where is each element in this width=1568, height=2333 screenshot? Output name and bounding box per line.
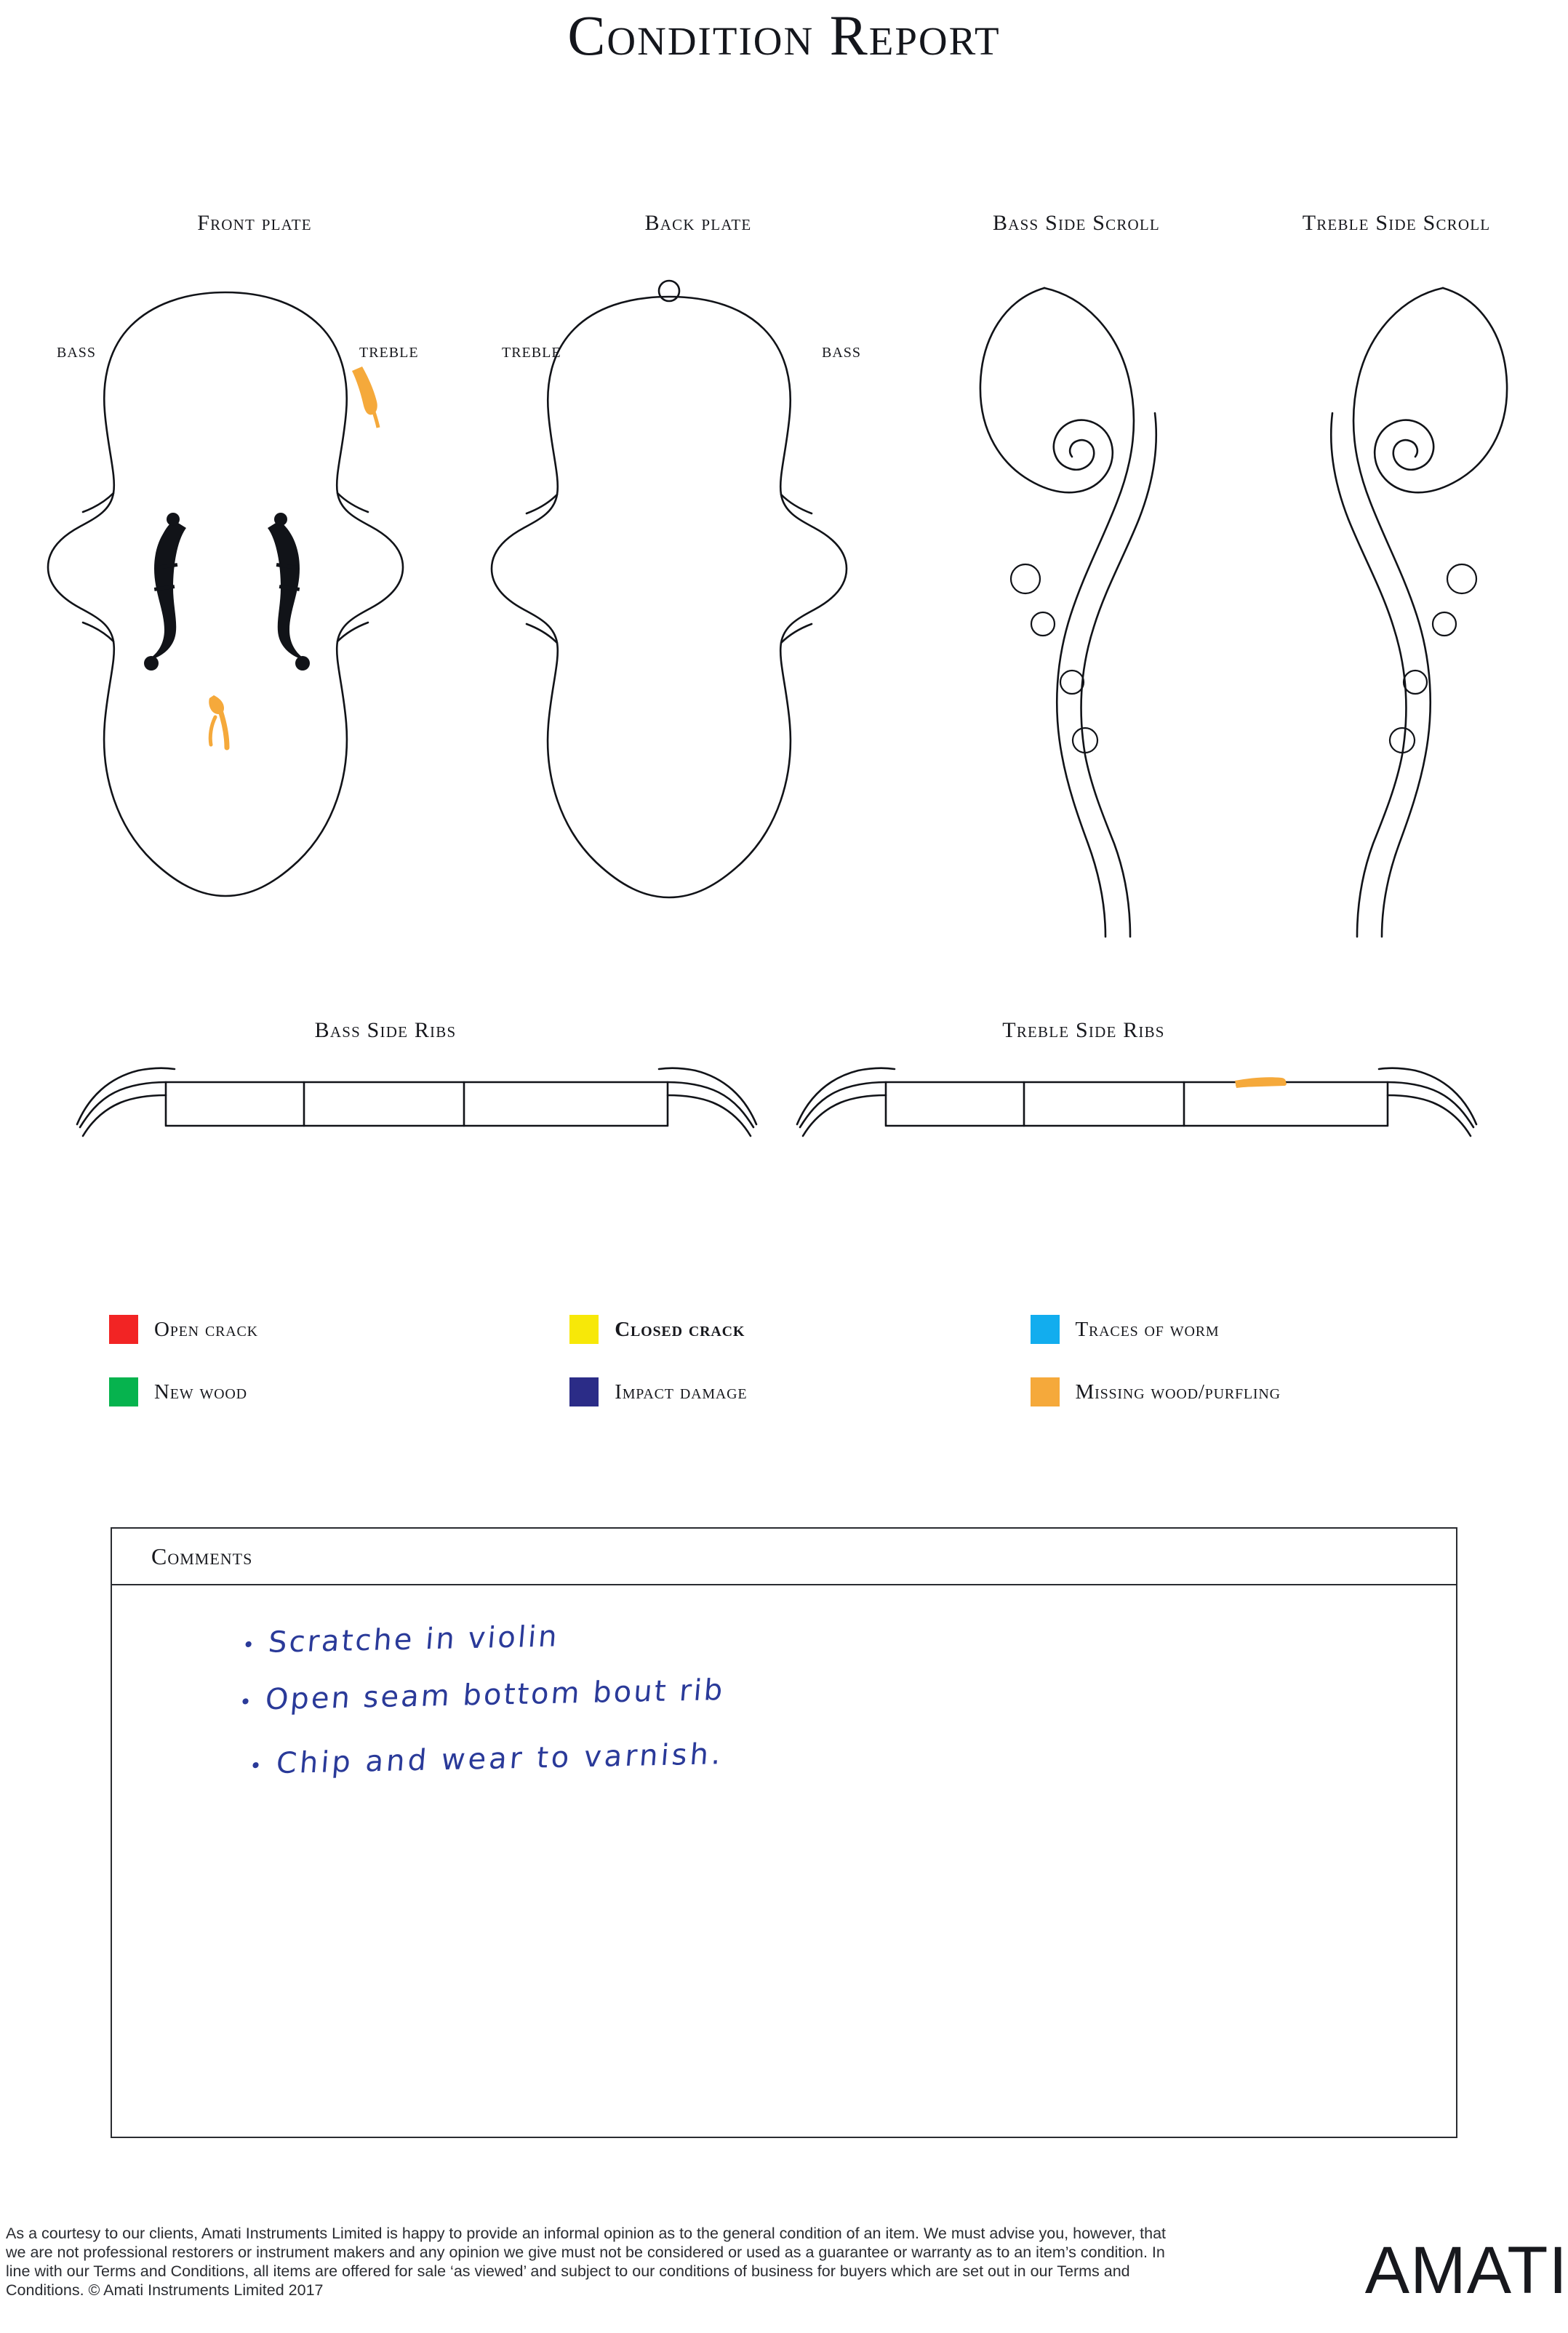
caption-bass-side-ribs: Bass Side Ribs <box>314 1018 457 1042</box>
caption-bass-side-scroll: Bass Side Scroll <box>993 211 1160 235</box>
footer-disclaimer: As a courtesy to our clients, Amati Instruments Limited is happy to provide an informal opinion as to the general condition of an item. We must advise you, however, that we are not professional restorers or instrument makers and any opinion we give must not be considered or used as a guarantee or warranty as to an item’s condition. In line with our Terms and Conditions, all items are offered for sale ‘as viewed’ and subject to our conditions of business for buyers which are set out in our Terms and Conditions. © Amati Instruments Limited 2017 <box>6 2225 1167 2299</box>
legend-item-new-wood <box>109 1377 569 1406</box>
legend-label-open-crack: Open crack <box>154 1317 258 1341</box>
bass-side-scroll-diagram <box>975 275 1207 951</box>
treble-side-ribs-diagram <box>793 1046 1491 1148</box>
comments-box <box>111 1527 1457 2138</box>
legend-swatch-traces-of-worm <box>1031 1315 1060 1344</box>
damage-mark-front-lower-bass <box>209 695 227 748</box>
legend-swatch-open-crack <box>109 1315 138 1344</box>
comments-title: Comments <box>151 1542 253 1569</box>
legend-item-impact-damage <box>569 1377 1030 1406</box>
front-plate-diagram <box>29 275 422 944</box>
legend-label-impact-damage: Impact damage <box>615 1380 748 1404</box>
legend-label-new-wood: New wood <box>154 1380 247 1404</box>
front-plate-label-treble: TREBLE <box>359 345 419 361</box>
legend-item-closed-crack <box>569 1315 1030 1344</box>
comments-body[interactable] <box>112 1585 1456 2137</box>
legend-swatch-impact-damage <box>569 1377 599 1406</box>
comment-line-1 <box>241 1620 561 1660</box>
comment-text-1: Scratche in violin <box>267 1620 561 1660</box>
footer <box>0 2224 1568 2333</box>
treble-side-scroll-diagram <box>1280 275 1513 951</box>
legend-item-missing-wood <box>1031 1377 1491 1406</box>
comment-text-3: Chip and wear to varnish. <box>275 1737 725 1781</box>
amati-logo: AMATI <box>1364 2233 1568 2308</box>
caption-back-plate: Back plate <box>644 211 752 235</box>
legend-label-missing-wood: Missing wood/purfling <box>1075 1380 1281 1404</box>
comment-bullet-1: • <box>241 1632 258 1657</box>
legend-swatch-missing-wood <box>1031 1377 1060 1406</box>
back-plate-label-bass: BASS <box>822 345 862 361</box>
damage-mark-treble-ribs <box>1235 1077 1286 1088</box>
legend-item-traces-of-worm <box>1031 1315 1491 1344</box>
legend-swatch-new-wood <box>109 1377 138 1406</box>
front-plate-label-bass: BASS <box>57 345 97 361</box>
comment-line-3 <box>248 1737 724 1781</box>
back-plate-label-treble: TREBLE <box>502 345 561 361</box>
legend-row-1 <box>109 1315 1491 1344</box>
legend-label-traces-of-worm: Traces of worm <box>1075 1317 1220 1341</box>
comments-header <box>112 1529 1456 1585</box>
damage-legend <box>109 1315 1491 1440</box>
comment-text-2: Open seam bottom bout rib <box>263 1673 727 1717</box>
back-plate-diagram <box>473 275 865 944</box>
diagram-area <box>0 6 1568 1042</box>
comment-bullet-3: • <box>248 1753 266 1778</box>
bass-side-ribs-diagram <box>73 1046 771 1148</box>
caption-treble-side-ribs: Treble Side Ribs <box>1002 1018 1165 1042</box>
legend-item-open-crack <box>109 1315 569 1344</box>
legend-label-closed-crack: Closed crack <box>615 1317 745 1341</box>
comment-bullet-2: • <box>238 1689 255 1714</box>
comment-line-2 <box>238 1673 726 1717</box>
legend-swatch-closed-crack <box>569 1315 599 1344</box>
page-title: Condition Report <box>567 4 1001 67</box>
caption-front-plate: Front plate <box>197 211 312 235</box>
legend-row-2 <box>109 1377 1491 1406</box>
caption-treble-side-scroll: Treble Side Scroll <box>1302 211 1491 235</box>
